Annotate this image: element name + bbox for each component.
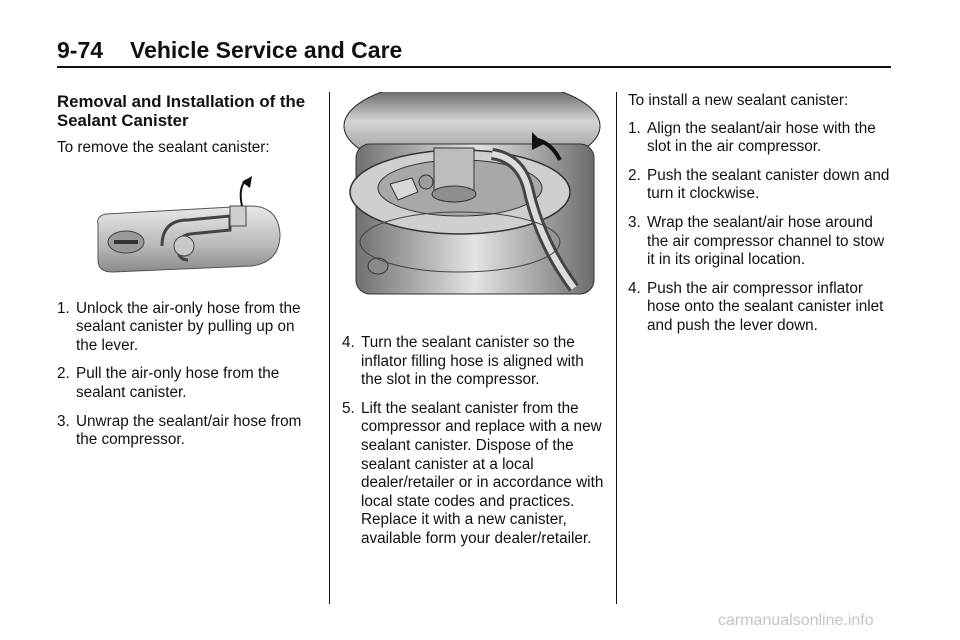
step-text: Lift the sealant canister from the compressor and replace with a new sealant canister. Dispose of the sealant canister at a local dealer/retailer or in accordance with local state codes and practices. Replace it with a new canister, available form your dealer/retailer. [361,399,604,547]
page-title: Vehicle Service and Care [130,37,403,63]
list-item [342,400,604,549]
list-item [628,120,892,157]
step-text: Push the sealant canister down and turn it clockwise. [647,166,890,203]
removal-intro: To remove the sealant canister: [57,139,270,156]
step-number: 3. [57,412,70,430]
step-number: 1. [628,119,641,137]
column-divider [329,92,330,604]
step-text: Unlock the air-only hose from the sealant canister by pulling up on the lever. [76,299,301,354]
column-middle [342,92,604,549]
list-item [57,300,319,356]
removal-steps-list-continued [342,334,604,549]
canister-compressor-illustration [342,92,602,306]
list-item [342,334,604,390]
removal-steps-list [57,300,319,450]
column-right [628,92,892,336]
list-item [57,413,319,450]
install-steps-list [628,120,892,336]
step-number: 4. [628,279,641,297]
step-number: 1. [57,299,70,317]
step-number: 2. [57,365,70,383]
step-number: 2. [628,166,641,184]
list-item [628,214,892,270]
step-number: 3. [628,213,641,231]
column-divider [616,92,617,604]
list-item [57,365,319,402]
step-text: Push the air compressor inflator hose onto the sealant canister inlet and push the lever down. [647,279,884,334]
list-item [628,167,892,204]
section-heading: Removal and Installation of the Sealant Canister [57,92,306,130]
watermark: carmanualsonline.info [718,612,874,629]
page-number: 9-74 [57,37,104,63]
list-item [628,280,892,336]
step-text: Align the sealant/air hose with the slot in the air compressor. [647,119,876,156]
install-intro: To install a new sealant canister: [628,92,849,109]
step-number: 5. [342,399,355,417]
step-text: Wrap the sealant/air hose around the air compressor channel to stow it in its original location. [647,213,885,269]
page-header [57,36,891,68]
step-text: Unwrap the sealant/air hose from the compressor. [76,412,302,449]
step-number: 4. [342,334,355,351]
hose-lever-illustration [92,176,292,282]
column-left [57,92,319,450]
step-text: Pull the air-only hose from the sealant canister. [76,365,280,401]
step-text: Turn the sealant canister so the inflator filling hose is aligned with the slot in the compressor. [361,334,584,389]
